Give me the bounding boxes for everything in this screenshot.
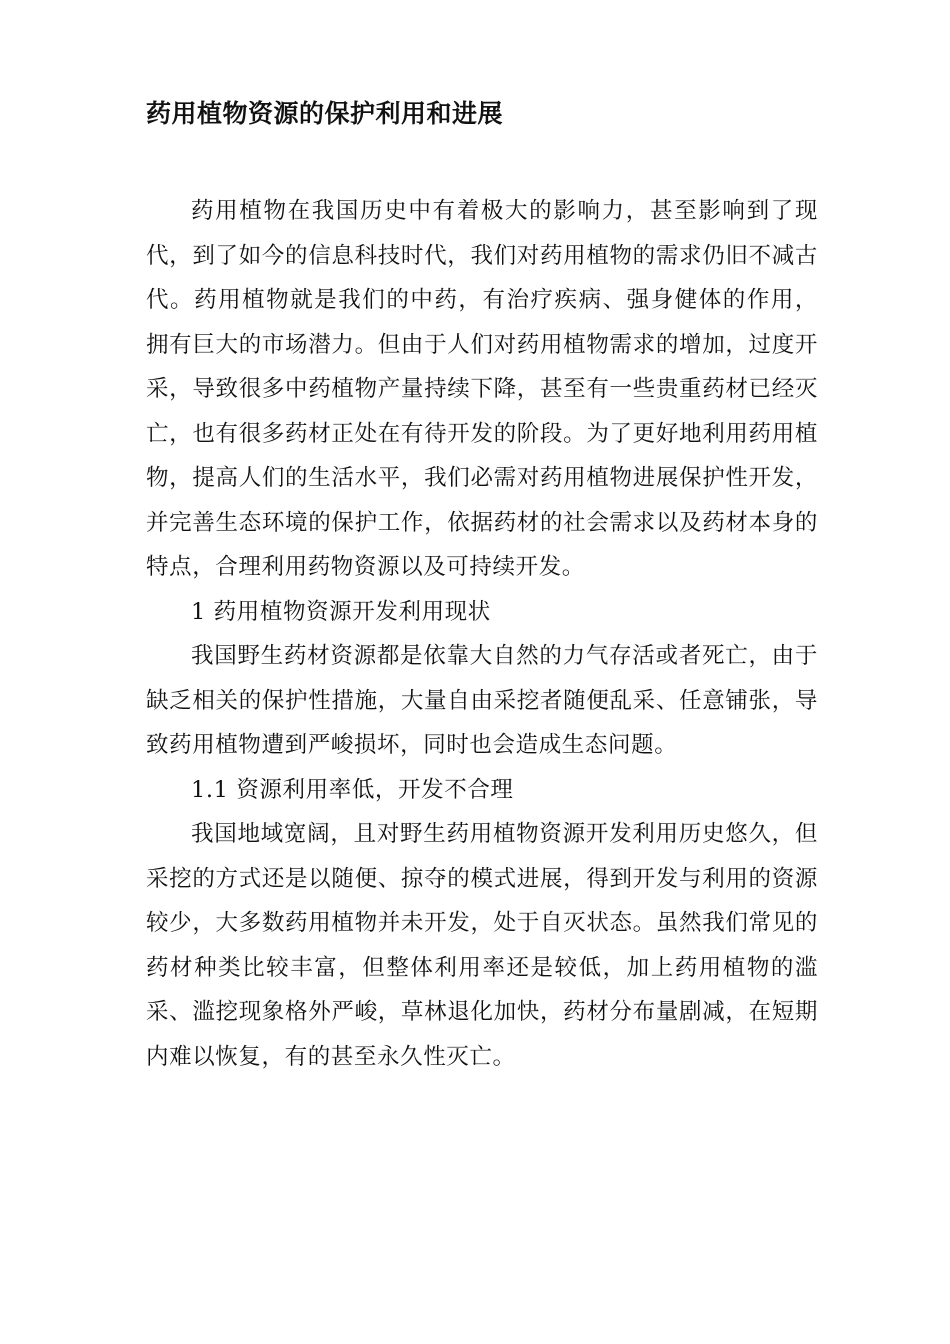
document-body — [146, 189, 818, 1079]
intro-paragraph: 药用植物在我国历史中有着极大的影响力，甚至影响到了现代，到了如今的信息科技时代，我们对药用植物的需求仍旧不减古代。药用植物就是我们的中药，有治疗疾病、强身健体的作用， 拥有巨大的市场潜力。但由于人们对药用植物需求的增加，过度开采，导致很多中药植物产量持续下降，甚至有一些贵重药材已经灭亡，也有很多药材正处在有待开发的阶段。为了更好地利用药用植物，提高人们的生活水平，我们必需对药用植物进展保护性开发，并完善生态环境的保护工作，依据药材的社会需求以及药材本身的特点，合理利用药物资源以及可持续开发。 — [146, 198, 818, 580]
section-1-1-paragraph: 我国地域宽阔，且对野生药用植物资源开发利用历史悠久，但采挖的方式还是以随便、掠夺的模式进展，得到开发与利用的资源较少，大多数药用植物并未开发，处于自灭状态。虽然我们常见的药材种类比较丰富，但整体利用率还是较低，加上药用植物的滥采、滥挖现象格外严峻，草林退化加快，药材分布量剧减，在短期内难以恢复，有的甚至永久性灭亡。 — [146, 821, 818, 1070]
section-1-1-heading: 1.1 资源利用率低，开发不合理 — [191, 776, 514, 803]
section-1-paragraph: 我国野生药材资源都是依靠大自然的力气存活或者死亡，由于缺乏相关的保护性措施，大量自由采挖者随便乱采、任意铺张，导致药用植物遭到严峻损坏，同时也会造成生态问题。 — [146, 643, 818, 758]
section-1-heading: 1 药用植物资源开发利用现状 — [191, 598, 491, 625]
document-title: 药用植物资源的保护利用和进展 — [146, 99, 504, 128]
